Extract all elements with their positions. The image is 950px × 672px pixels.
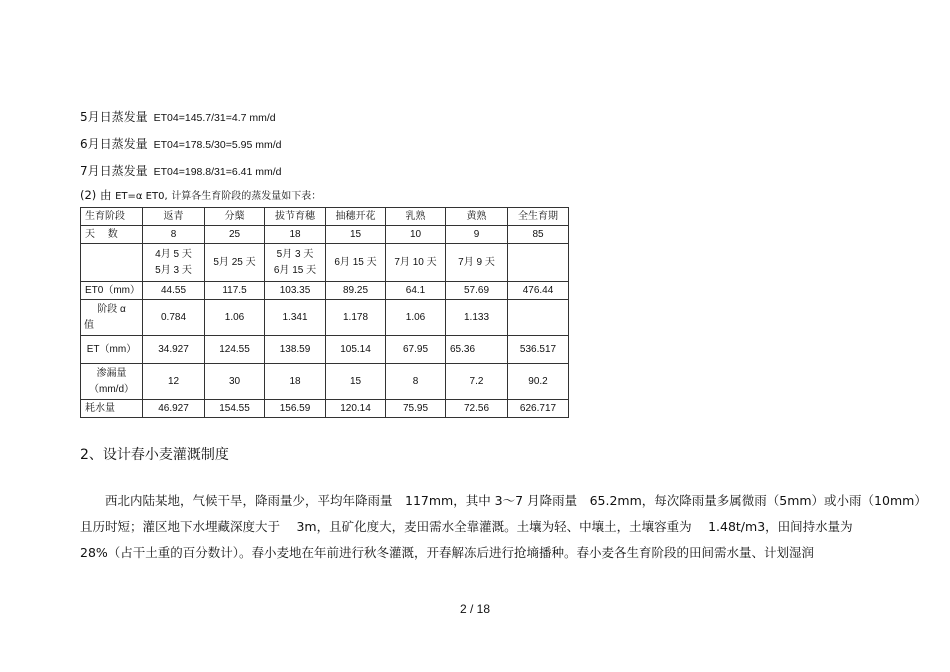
paragraph-line: 且历时短；灌区地下水埋藏深度大于 3m，且矿化度大，麦田需水全靠灌溉。土壤为轻、中壤土，土壤容重为 1.48t/m3，田间持水量为 — [80, 519, 853, 534]
evap-formula: ET04=145.7/31=4.7 mm/d — [153, 112, 276, 124]
page-number: 2 / 18 — [459, 602, 491, 616]
header-cell: 生育阶段 — [81, 208, 143, 226]
table-cell: 15 — [326, 226, 386, 244]
table-cell: 46.927 — [143, 400, 205, 418]
date-line: 6月 15 天 — [273, 264, 317, 276]
header-cell: 分蘖 — [205, 208, 265, 226]
evap-line-may — [80, 108, 276, 125]
table-cell: 10 — [386, 226, 446, 244]
table-cell: 156.59 — [265, 400, 326, 418]
table-cell: 65.36 — [446, 336, 508, 364]
row-label-line: 阶段 α — [97, 303, 126, 315]
row-label-line: （mm/d） — [89, 383, 134, 395]
header-cell: 黄熟 — [446, 208, 508, 226]
table-row-dates — [81, 244, 569, 282]
table-cell: 138.59 — [265, 336, 326, 364]
table-row-et0 — [81, 282, 569, 300]
evap-label: 5月日蒸发量 — [80, 110, 148, 124]
table-cell: 8 — [143, 226, 205, 244]
table-cell: 67.95 — [386, 336, 446, 364]
table-row-seepage — [81, 364, 569, 400]
evap-formula: ET04=198.8/31=6.41 mm/d — [153, 166, 282, 178]
header-cell: 乳熟 — [386, 208, 446, 226]
table-cell: 89.25 — [326, 282, 386, 300]
table-cell: 30 — [205, 364, 265, 400]
table-cell: 90.2 — [508, 364, 569, 400]
table-row-et — [81, 336, 569, 364]
table-cell: 5月 25 天 — [205, 244, 265, 282]
table-cell: 7月 10 天 — [386, 244, 446, 282]
table-cell: 626.717 — [508, 400, 569, 418]
evap-label: 6月日蒸发量 — [80, 137, 148, 151]
row-label: 天 数 — [81, 226, 143, 244]
table-cell: 0.784 — [143, 300, 205, 336]
table-cell: 105.14 — [326, 336, 386, 364]
intro-formula: ET=α ET0, — [115, 191, 168, 202]
table-cell: 124.55 — [205, 336, 265, 364]
paragraph-line: 西北内陆某地，气候干旱，降雨量少，平均年降雨量 117mm，其中 3～7 月降雨量 65.2mm，每次降雨量多属微雨（5mm）或小雨（10mm） — [80, 493, 927, 508]
table-cell: 103.35 — [265, 282, 326, 300]
date-line: 5月 3 天 — [155, 264, 192, 276]
table-cell — [508, 244, 569, 282]
section-title: 2、设计春小麦灌溉制度 — [80, 447, 229, 463]
header-cell: 抽穗开花 — [326, 208, 386, 226]
row-label-line: 值 — [84, 319, 94, 331]
table-cell: 6月 15 天 — [326, 244, 386, 282]
table-cell — [143, 244, 205, 282]
table-cell: 536.517 — [508, 336, 569, 364]
date-line: 4月 5 天 — [155, 248, 192, 260]
table-cell: 57.69 — [446, 282, 508, 300]
row-label-line: 渗漏量 — [96, 367, 127, 379]
table-cell: 117.5 — [205, 282, 265, 300]
header-cell: 返青 — [143, 208, 205, 226]
table-cell: 18 — [265, 364, 326, 400]
table-cell: 44.55 — [143, 282, 205, 300]
table-cell: 12 — [143, 364, 205, 400]
table-cell: 154.55 — [205, 400, 265, 418]
table-cell: 85 — [508, 226, 569, 244]
table-cell: 7月 9 天 — [446, 244, 508, 282]
row-label: ET0（mm） — [81, 282, 143, 300]
table-cell: 120.14 — [326, 400, 386, 418]
table-header-row — [81, 208, 569, 226]
row-label: ET（mm） — [81, 336, 143, 364]
header-cell: 拔节育穗 — [265, 208, 326, 226]
evap-line-july — [80, 162, 281, 179]
evap-line-june — [80, 135, 281, 152]
row-label — [81, 300, 143, 336]
table-cell: 9 — [446, 226, 508, 244]
table-cell: 1.06 — [205, 300, 265, 336]
table-row-water-use — [81, 400, 569, 418]
table-cell: 64.1 — [386, 282, 446, 300]
table-cell: 1.341 — [265, 300, 326, 336]
intro-prefix: (2) 由 — [80, 188, 112, 202]
table-row-alpha — [81, 300, 569, 336]
evap-formula: ET04=178.5/30=5.95 mm/d — [153, 139, 282, 151]
table-cell: 75.95 — [386, 400, 446, 418]
row-label: 耗水量 — [81, 400, 143, 418]
table-cell: 1.06 — [386, 300, 446, 336]
table-cell — [508, 300, 569, 336]
evaporation-table — [80, 207, 569, 418]
table-cell: 8 — [386, 364, 446, 400]
table-row-days — [81, 226, 569, 244]
table-cell — [265, 244, 326, 282]
row-label — [81, 364, 143, 400]
paragraph-line: 28%（占干土重的百分数计）。春小麦地在年前进行秋冬灌溉，开春解冻后进行抢墒播种。春小麦各生育阶段的田间需水量、计划湿润 — [80, 545, 815, 560]
table-cell: 7.2 — [446, 364, 508, 400]
table-cell: 15 — [326, 364, 386, 400]
table-cell: 18 — [265, 226, 326, 244]
row-label — [81, 244, 143, 282]
evap-label: 7月日蒸发量 — [80, 164, 148, 178]
header-cell: 全生育期 — [508, 208, 569, 226]
table-cell: 1.178 — [326, 300, 386, 336]
date-line: 5月 3 天 — [276, 248, 314, 260]
table-cell: 476.44 — [508, 282, 569, 300]
table-cell: 34.927 — [143, 336, 205, 364]
intro-text: 计算各生育阶段的蒸发量如下表： — [171, 191, 322, 202]
table-cell: 72.56 — [446, 400, 508, 418]
table-intro — [80, 187, 321, 203]
table-cell: 25 — [205, 226, 265, 244]
table-cell: 1.133 — [446, 300, 508, 336]
